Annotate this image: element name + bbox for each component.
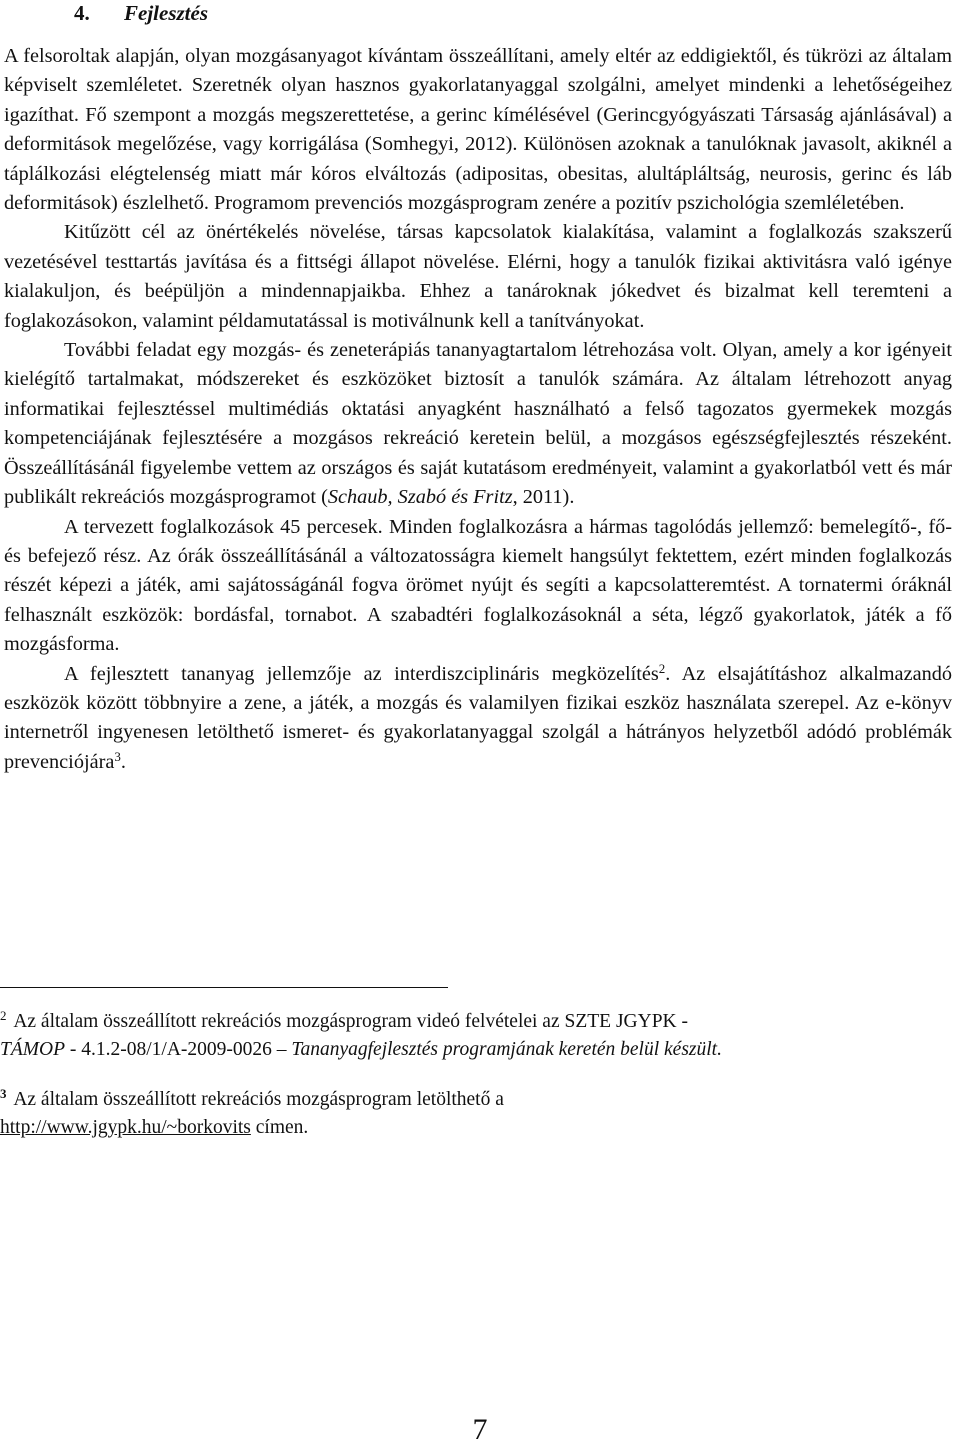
footnote-3-text: Az általam összeállított rekreációs mozgásprogram letölthető a (13, 1089, 504, 1110)
paragraph-5-text: A fejlesztett tananyag jellemzője az interdiszciplináris megközelítés (64, 662, 659, 685)
footnote-2-mid: - 4.1.2-08/1/A-2009-0026 – (65, 1039, 292, 1060)
paragraph-5-text-2: . Az elsajátításhoz alkalmazandó eszközök között többnyire a zene, a játék, a mozgás és valamilyen fizikai eszköz használata szerepel. Az e-könyv internetről ingyenesen letölthető ismeret- és gyakorlatanyaggal szolgál a hátrányos helyzetből adódó problémák prevenciójára (4, 662, 952, 773)
paragraph-5-end: . (120, 750, 126, 773)
footnotes (0, 1008, 948, 1164)
section-heading (4, 0, 952, 26)
footnote-2-italic-1: TÁMOP (0, 1039, 65, 1060)
paragraph-3-tail: , 2011). (512, 486, 575, 509)
footnote-2-text: Az általam összeállított rekreációs mozgásprogram videó felvételei az SZTE JGYPK - (13, 1011, 688, 1032)
paragraph-1: A felsoroltak alapján, olyan mozgásanyagot kívántam összeállítani, amely eltér az eddigiektől, és tükrözi az általam képviselt szemléletet. Szeretnék olyan hasznos gyakorlatanyaggal szolgálni, amelyet mindenki a lehetőségeihez igazíthat. Fő szempont a mozgás megszerettetése, a gerinc kímélésével (Gerincgyógyászati Társaság ajánlásával) a deformitások megelőzése, vagy korrigálása (Somhegyi, 2012). Különösen azoknak a tanulóknak javasolt, akiknél a táplálkozási elégtelenség miatt már kóros elváltozás (adipositas, obesitas, alultápláltság, neurosis, gerinc és láb deformitások) észlelhető. Programom prevenciós mozgásprogram zenére a pozitív pszichológia szemléletében. (4, 45, 952, 215)
footnote-2-italic-2: Tananyagfejlesztés programjának keretén belül készült. (291, 1039, 722, 1060)
paragraph-3 (4, 336, 952, 512)
footnote-3-tail: címen. (250, 1117, 309, 1138)
document-page (4, 0, 952, 777)
paragraph-3-text: További feladat egy mozgás- és zeneterápiás tananyagtartalom létrehozása volt. Olyan, amely a kor igényeit kielégítő tartalmakat, módszereket és eszközöket biztosít a tanulók számára. Az általam létrehozott anyag informatikai fejlesztéssel multimédiás oktatási anyagként használható a felső tagozatos gyermekek mozgás kompetenciájának fejlesztésére a mozgásos rekreáció keretein belül, a mozgásos egészségfejlesztés részeként. Összeállításánál figyelembe vettem az országos és saját kutatásom eredményeit, valamint a gyakorlatból vett és már publikált rekreációs mozgásprogramot ( (4, 339, 952, 509)
footnote-separator (0, 987, 448, 988)
citation-authors: Schaub, Szabó és Fritz (327, 486, 513, 509)
footnote-2 (0, 1008, 948, 1064)
paragraph-5 (4, 660, 952, 778)
footnote-ref-3[interactable]: 3 (114, 748, 121, 764)
section-title: Fejlesztés (124, 1, 208, 25)
footnote-3 (0, 1086, 948, 1142)
paragraph-4: A tervezett foglalkozások 45 percesek. Minden foglalkozásra a hármas tagolódás jellemző: bemelegítő-, fő- és befejező rész. Az órák összeállításánál a változatosságra kiemelt hangsúlyt fektettem, ezért minden foglalkozás részét képezi a játék, ami sajátosságánál fogva örömet nyújt és segíti a kapcsolatteremtést. A tornatermi óráknál felhasznált eszközök: bordásfal, tornabot. A szabadtéri foglalkozásoknál a séta, légző gyakorlatok, játék a fő mozgásforma. (4, 515, 952, 656)
footnote-ref-2[interactable]: 2 (658, 660, 666, 676)
section-number: 4. (74, 1, 90, 25)
paragraph-2: Kitűzött cél az önértékelés növelése, társas kapcsolatok kialakítása, valamint a foglalkozás szakszerű vezetésével testtartás javítása és a fittségi állapot növelése. Elérni, hogy a tanulók fizikai aktivitásra való igénye kialakuljon, és beépüljön a mindennapjaikba. Ehhez a tanároknak jókedvet és bizalmat kell teremteni a foglakozásokon, valamint példamutatással is motiválnunk kell a tanítványokat. (4, 221, 952, 332)
footnote-mark-2: 2 (0, 1008, 7, 1023)
footnote-3-link[interactable]: http://www.jgypk.hu/~borkovits (0, 1117, 251, 1138)
page-number: 7 (472, 1413, 488, 1446)
footnote-mark-3: 3 (0, 1086, 7, 1101)
